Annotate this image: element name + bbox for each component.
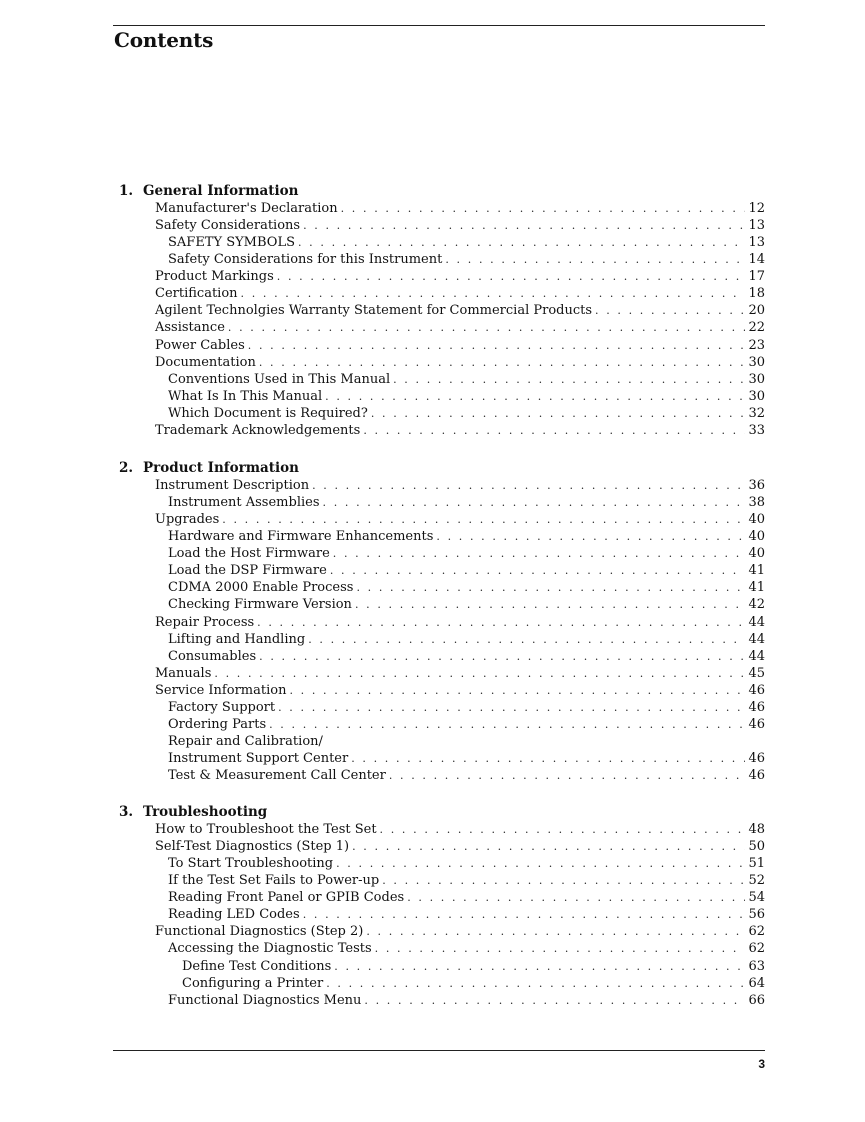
dot-leader [407, 889, 745, 906]
dot-leader [366, 923, 745, 940]
chapter-1 [119, 183, 765, 439]
toc-entry[interactable] [119, 528, 765, 545]
toc-entry-page: 46 [748, 682, 765, 698]
dot-leader [380, 821, 745, 838]
toc-entry-title: Certification [155, 286, 238, 302]
toc-entry-page: 56 [748, 907, 765, 923]
dot-leader [214, 665, 745, 682]
toc-entry-title: Reading LED Codes [168, 907, 300, 923]
toc-entry-title: Self-Test Diagnostics (Step 1) [155, 839, 350, 855]
toc-entry[interactable] [119, 217, 765, 234]
toc-entry-page: 44 [748, 648, 765, 664]
chapter-heading[interactable] [119, 183, 765, 200]
dot-leader [393, 371, 745, 388]
toc-entry-page: 40 [748, 546, 765, 562]
toc-entry-page: 41 [748, 580, 765, 596]
toc-entry[interactable] [119, 906, 765, 923]
chapter-number: 1. [119, 183, 134, 199]
toc-entry[interactable] [119, 251, 765, 268]
chapter-2 [119, 460, 765, 784]
toc-entry-title: Upgrades [155, 512, 220, 528]
chapter-title: General Information [143, 183, 299, 199]
toc-entry-page: 18 [748, 286, 765, 302]
toc-entry-title: Define Test Conditions [182, 958, 332, 974]
dot-leader [269, 716, 745, 733]
dot-leader [375, 940, 745, 957]
chapter-heading[interactable] [119, 460, 765, 477]
dot-leader [277, 268, 745, 285]
dot-leader [333, 545, 745, 562]
toc-entry[interactable] [119, 422, 765, 439]
toc-entry-page: 63 [748, 958, 765, 974]
chapter-heading[interactable] [119, 804, 765, 821]
toc-entry-title: Product Markings [155, 269, 274, 285]
toc-entry[interactable] [119, 354, 765, 371]
toc-entry-title: Instrument Assemblies [168, 495, 320, 511]
toc-entry-page: 44 [748, 614, 765, 630]
dot-leader [222, 511, 745, 528]
dot-leader [355, 596, 745, 613]
toc-entry-page: 38 [748, 495, 765, 511]
toc-entry[interactable] [119, 302, 765, 319]
toc-entry[interactable] [119, 648, 765, 665]
toc-entry[interactable] [119, 545, 765, 562]
toc-entry-page: 62 [748, 941, 765, 957]
toc-entry-title: Trademark Acknowledgements [155, 422, 361, 438]
dot-leader [241, 285, 745, 302]
toc-entry[interactable] [119, 631, 765, 648]
chapter-3 [119, 804, 765, 1009]
toc-entry-title: If the Test Set Fails to Power-up [168, 873, 380, 889]
dot-leader [326, 975, 745, 992]
toc-entry-title: Factory Support [168, 699, 276, 715]
dot-leader [298, 234, 745, 251]
dot-leader [595, 302, 745, 319]
toc-entry-title: Load the DSP Firmware [168, 563, 327, 579]
toc-entry[interactable] [119, 494, 765, 511]
dot-leader [436, 528, 745, 545]
toc-entry-title: To Start Troubleshooting [168, 856, 334, 872]
toc-entry-page: 13 [748, 218, 765, 234]
toc-entry-page: 36 [748, 478, 765, 493]
toc-entry-page: 12 [748, 201, 765, 216]
toc-entry-title: CDMA 2000 Enable Process [168, 580, 354, 596]
toc-entry-page: 30 [748, 371, 765, 387]
toc-entry-title: Instrument Support Center [168, 751, 349, 766]
toc-entry[interactable] [119, 614, 765, 631]
toc-entry-title: SAFETY SYMBOLS [168, 235, 295, 251]
toc-entry[interactable] [119, 405, 765, 422]
toc-entry-page: 48 [748, 822, 765, 837]
dot-leader [371, 405, 745, 422]
toc-entry[interactable] [119, 596, 765, 613]
toc-entry-page: 51 [748, 856, 765, 872]
toc-entry-title: Load the Host Firmware [168, 546, 330, 562]
toc-entry[interactable] [119, 511, 765, 528]
toc-entry[interactable] [119, 699, 765, 716]
dot-leader [364, 992, 745, 1009]
dot-leader [289, 682, 745, 699]
dot-leader [303, 906, 745, 923]
toc-entry-title: Lifting and Handling [168, 631, 306, 647]
toc-entry-page: 14 [748, 252, 765, 268]
chapter-number: 3. [119, 804, 134, 820]
toc-entry-title: Reading Front Panel or GPIB Codes [168, 890, 405, 906]
toc-entry-title: Functional Diagnostics (Step 2) [155, 924, 364, 940]
dot-leader [278, 699, 745, 716]
toc-entry-page: 46 [748, 768, 765, 784]
toc-entry-title: Functional Diagnostics Menu [168, 992, 362, 1008]
toc-entry-page: 66 [748, 992, 765, 1008]
toc-entry-title: Documentation [155, 354, 256, 370]
toc-entry[interactable] [119, 200, 765, 217]
toc-entry-title: Assistance [155, 320, 225, 336]
chapter-title: Troubleshooting [143, 804, 268, 820]
dot-leader [312, 477, 745, 494]
toc-entry[interactable] [119, 767, 765, 784]
dot-leader [303, 217, 745, 234]
toc-entry-title: Test & Measurement Call Center [168, 768, 386, 784]
toc-entry-title: Ordering Parts [168, 716, 267, 732]
toc-entry[interactable] [119, 838, 765, 855]
toc-entry-title: Configuring a Printer [182, 975, 324, 991]
toc-entry[interactable] [119, 872, 765, 889]
page-title: Contents [114, 28, 214, 52]
toc-entry-page: 42 [748, 597, 765, 613]
toc-entry[interactable] [119, 268, 765, 285]
toc-entry[interactable] [119, 923, 765, 940]
toc-entry-page: 46 [748, 699, 765, 715]
toc-entry[interactable] [119, 579, 765, 596]
toc-entry-title: Repair Process [155, 614, 255, 630]
toc-entry[interactable] [119, 855, 765, 872]
toc-entry-page: 32 [748, 405, 765, 421]
toc-entry-page: 44 [748, 631, 765, 647]
toc-entry[interactable] [119, 889, 765, 906]
toc-entry-page: 52 [748, 873, 765, 889]
dot-leader [352, 838, 745, 855]
toc-entry-page: 62 [748, 924, 765, 940]
toc-entry-page: 33 [748, 422, 765, 438]
chapter-number: 2. [119, 460, 134, 476]
toc-entry-page: 45 [748, 665, 765, 681]
toc-entry[interactable] [119, 234, 765, 251]
dot-leader [248, 337, 745, 354]
dot-leader [228, 319, 745, 336]
toc-entry-page: 40 [748, 512, 765, 528]
toc-entry-page: 46 [748, 716, 765, 732]
toc-entry-page: 20 [748, 303, 765, 319]
toc-entry-page: 64 [748, 975, 765, 991]
page-number: 3 [758, 1057, 765, 1071]
dot-leader [325, 388, 745, 405]
toc-entry[interactable] [119, 562, 765, 579]
dot-leader [356, 579, 745, 596]
toc-entry-page: 50 [748, 839, 765, 855]
toc-entry[interactable] [119, 388, 765, 405]
toc-entry[interactable] [119, 750, 765, 767]
toc-entry-page: 23 [748, 337, 765, 353]
toc-entry-title: What Is In This Manual [168, 388, 323, 404]
dot-leader [382, 872, 745, 889]
toc-entry[interactable] [119, 665, 765, 682]
dot-leader [308, 631, 745, 648]
toc-entry[interactable] [119, 716, 765, 733]
dot-leader [259, 648, 745, 665]
dot-leader [389, 767, 745, 784]
toc-entry[interactable] [119, 821, 765, 838]
toc-entry[interactable] [119, 682, 765, 699]
dot-leader [257, 614, 745, 631]
toc-entry[interactable] [119, 319, 765, 336]
toc-entry-title: Hardware and Firmware Enhancements [168, 529, 434, 545]
toc-entry-title: Which Document is Required? [168, 405, 368, 421]
dot-leader [334, 958, 745, 975]
dot-leader [445, 251, 745, 268]
top-rule [113, 25, 765, 26]
toc-entry-title: Checking Firmware Version [168, 597, 352, 613]
toc-entry-title: Accessing the Diagnostic Tests [168, 941, 372, 957]
toc-entry-title: Conventions Used in This Manual [168, 371, 391, 387]
toc-entry-page: 41 [748, 563, 765, 579]
toc-entry[interactable] [119, 285, 765, 302]
toc-entry-title: Manuals [155, 665, 212, 681]
toc-entry[interactable] [119, 975, 765, 992]
toc-entry-page: 17 [748, 269, 765, 285]
toc-entry[interactable] [119, 940, 765, 957]
dot-leader [259, 354, 745, 371]
toc-entry-title: Safety Considerations [155, 218, 301, 234]
toc-entry-title: Service Information [155, 682, 287, 698]
toc-entry-title: Manufacturer's Declaration [155, 201, 338, 216]
toc-entry-title: How to Troubleshoot the Test Set [155, 822, 377, 837]
dot-leader [330, 562, 745, 579]
dot-leader [341, 200, 745, 217]
toc-entry-title: Safety Considerations for this Instrument [168, 252, 443, 268]
toc-entry-title: Agilent Technolgies Warranty Statement for Commercial Products [155, 303, 593, 319]
toc-entry-page: 46 [748, 751, 765, 766]
toc-entry-title: Consumables [168, 648, 257, 664]
chapter-title: Product Information [143, 460, 299, 476]
dot-leader [351, 750, 745, 767]
toc-entry-title: Instrument Description [155, 478, 310, 493]
toc-entry-page: 13 [748, 235, 765, 251]
toc-entry-page: 30 [748, 354, 765, 370]
toc-entry-title: Power Cables [155, 337, 245, 353]
toc-entry-page: 22 [748, 320, 765, 336]
toc-entry[interactable] [119, 337, 765, 354]
dot-leader [323, 494, 746, 511]
dot-leader [336, 855, 745, 872]
toc-entry-page: 30 [748, 388, 765, 404]
bottom-rule [113, 1050, 765, 1051]
toc-entry[interactable] [119, 958, 765, 975]
toc-entry-title: Repair and Calibration/ [168, 733, 323, 749]
toc-entry[interactable] [119, 477, 765, 494]
toc-entry[interactable] [119, 371, 765, 388]
toc-entry-page: 40 [748, 529, 765, 545]
dot-leader [363, 422, 745, 439]
toc-entry[interactable] [119, 992, 765, 1009]
toc-entry-page: 54 [748, 890, 765, 906]
toc-entry[interactable] [119, 733, 765, 750]
